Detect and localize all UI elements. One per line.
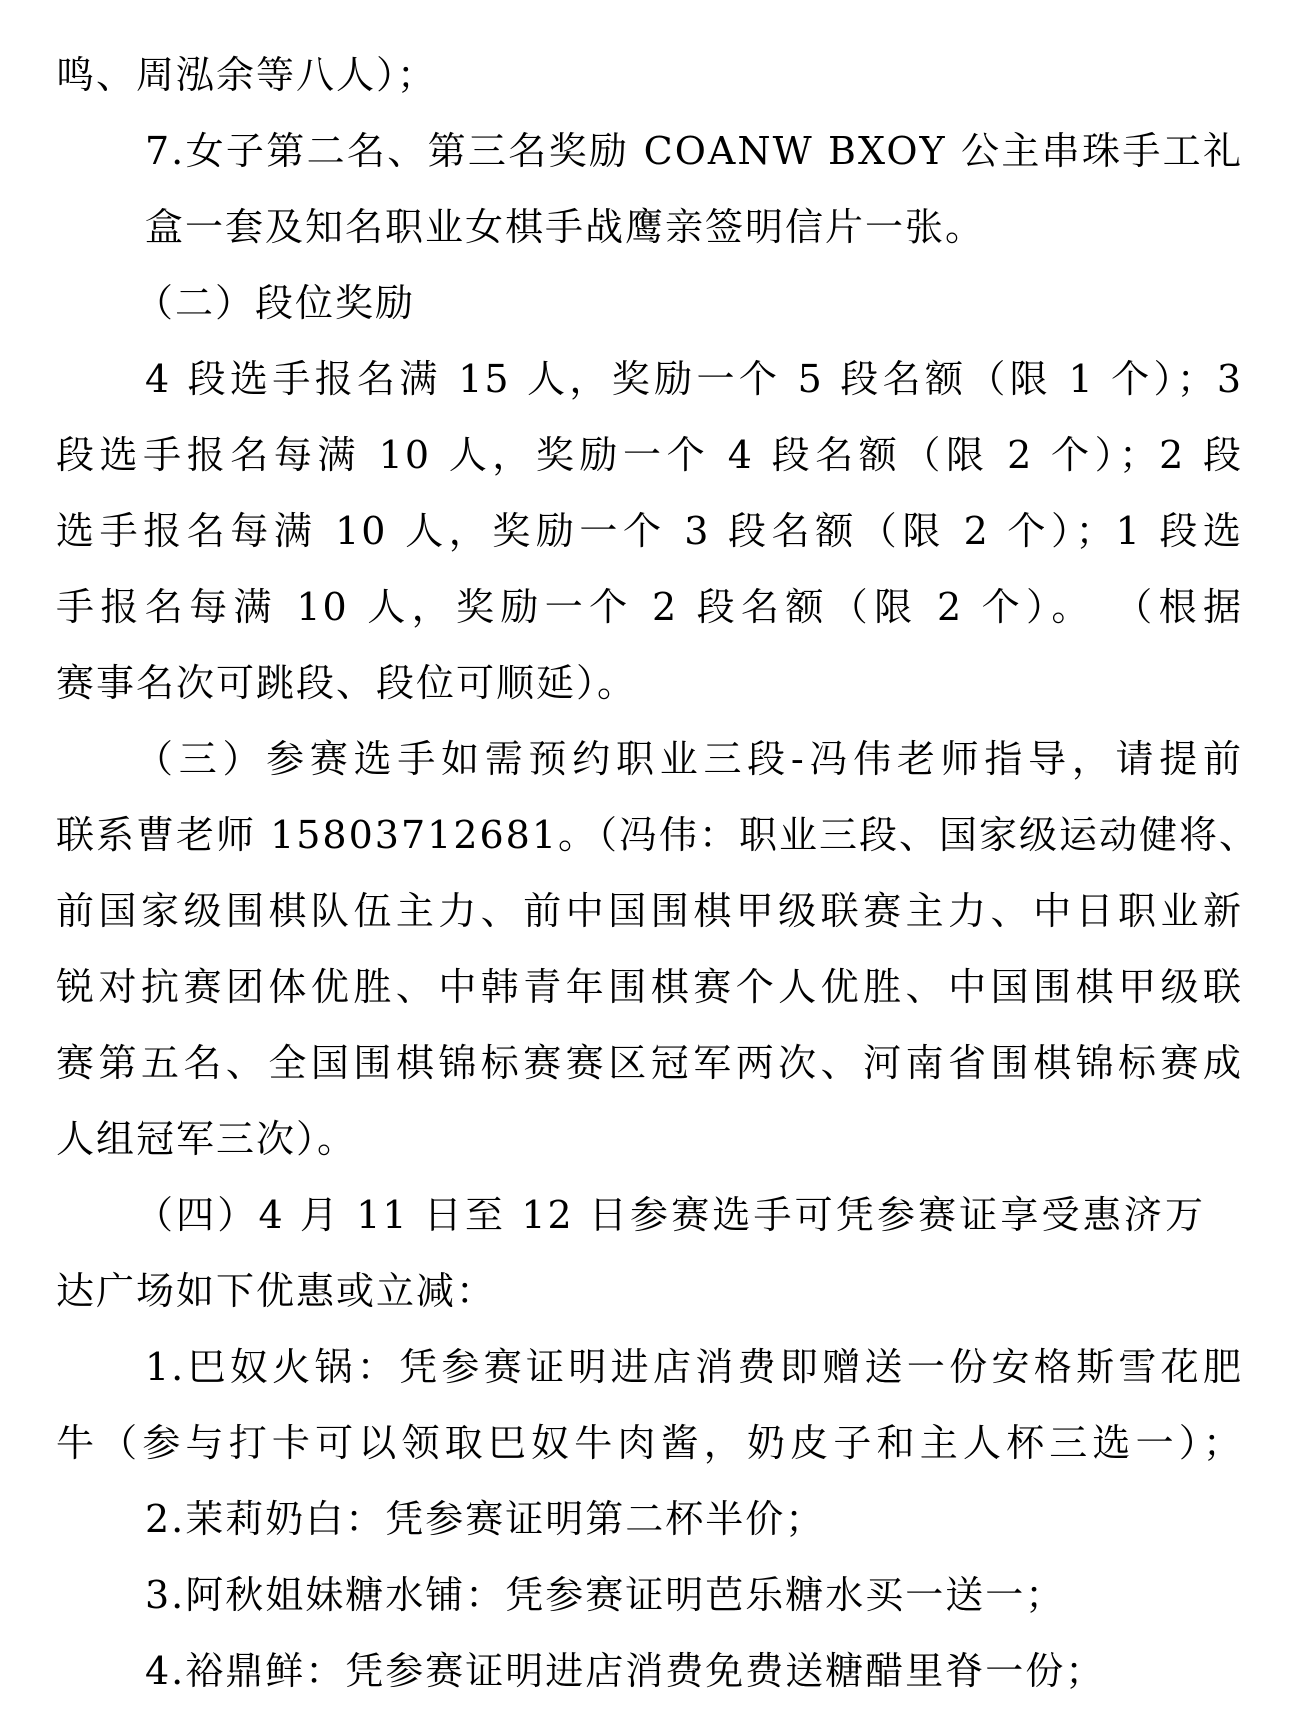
paragraph-line: 段选手报名每满 10 人，奖励一个 4 段名额（限 2 个）；2 段 bbox=[56, 433, 1243, 477]
paragraph-line: 前国家级围棋队伍主力、前中国围棋甲级联赛主力、中日职业新 bbox=[56, 889, 1243, 933]
paragraph-line: 赛事名次可跳段、段位可顺延）。 bbox=[56, 661, 638, 705]
text-line: 鸣、周泓余等八人）； bbox=[56, 53, 438, 97]
text-line: 盒一套及知名职业女棋手战鹰亲签明信片一张。 bbox=[145, 205, 986, 249]
section-heading-3: （三）参赛选手如需预约职业三段-冯伟老师指导，请提前 bbox=[135, 737, 1243, 781]
paragraph-line: 手报名每满 10 人，奖励一个 2 段名额（限 2 个）。 （根据 bbox=[56, 585, 1243, 629]
section-heading-4: （四）4 月 11 日至 12 日参赛选手可凭参赛证享受惠济万 bbox=[135, 1193, 1205, 1237]
paragraph-line: 达广场如下优惠或立减： bbox=[56, 1269, 497, 1313]
paragraph-line: 联系曹老师 15803712681。（冯伟：职业三段、国家级运动健将、 bbox=[56, 813, 1260, 857]
list-item-7: 7.女子第二名、第三名奖励 COANW BXOY 公主串珠手工礼 bbox=[145, 129, 1243, 173]
paragraph-line: 4 段选手报名满 15 人，奖励一个 5 段名额（限 1 个）；3 bbox=[145, 357, 1243, 401]
paragraph-line: 牛（参与打卡可以领取巴奴牛肉酱，奶皮子和主人杯三选一）； bbox=[56, 1421, 1243, 1465]
paragraph-line: 人组冠军三次）。 bbox=[56, 1117, 358, 1161]
list-item-1: 1.巴奴火锅：凭参赛证明进店消费即赠送一份安格斯雪花肥 bbox=[145, 1345, 1243, 1389]
list-item-3: 3.阿秋姐妹糖水铺：凭参赛证明芭乐糖水买一送一； bbox=[145, 1573, 1066, 1617]
paragraph-line: 锐对抗赛团体优胜、中韩青年围棋赛个人优胜、中国围棋甲级联 bbox=[56, 965, 1243, 1009]
section-heading-2: （二）段位奖励 bbox=[135, 281, 416, 325]
list-item-2: 2.茉莉奶白：凭参赛证明第二杯半价； bbox=[145, 1497, 826, 1541]
paragraph-line: 赛第五名、全国围棋锦标赛赛区冠军两次、河南省围棋锦标赛成 bbox=[56, 1041, 1243, 1085]
paragraph-line: 选手报名每满 10 人，奖励一个 3 段名额（限 2 个）；1 段选 bbox=[56, 509, 1243, 553]
list-item-4: 4.裕鼎鲜：凭参赛证明进店消费免费送糖醋里脊一份； bbox=[145, 1649, 1106, 1693]
